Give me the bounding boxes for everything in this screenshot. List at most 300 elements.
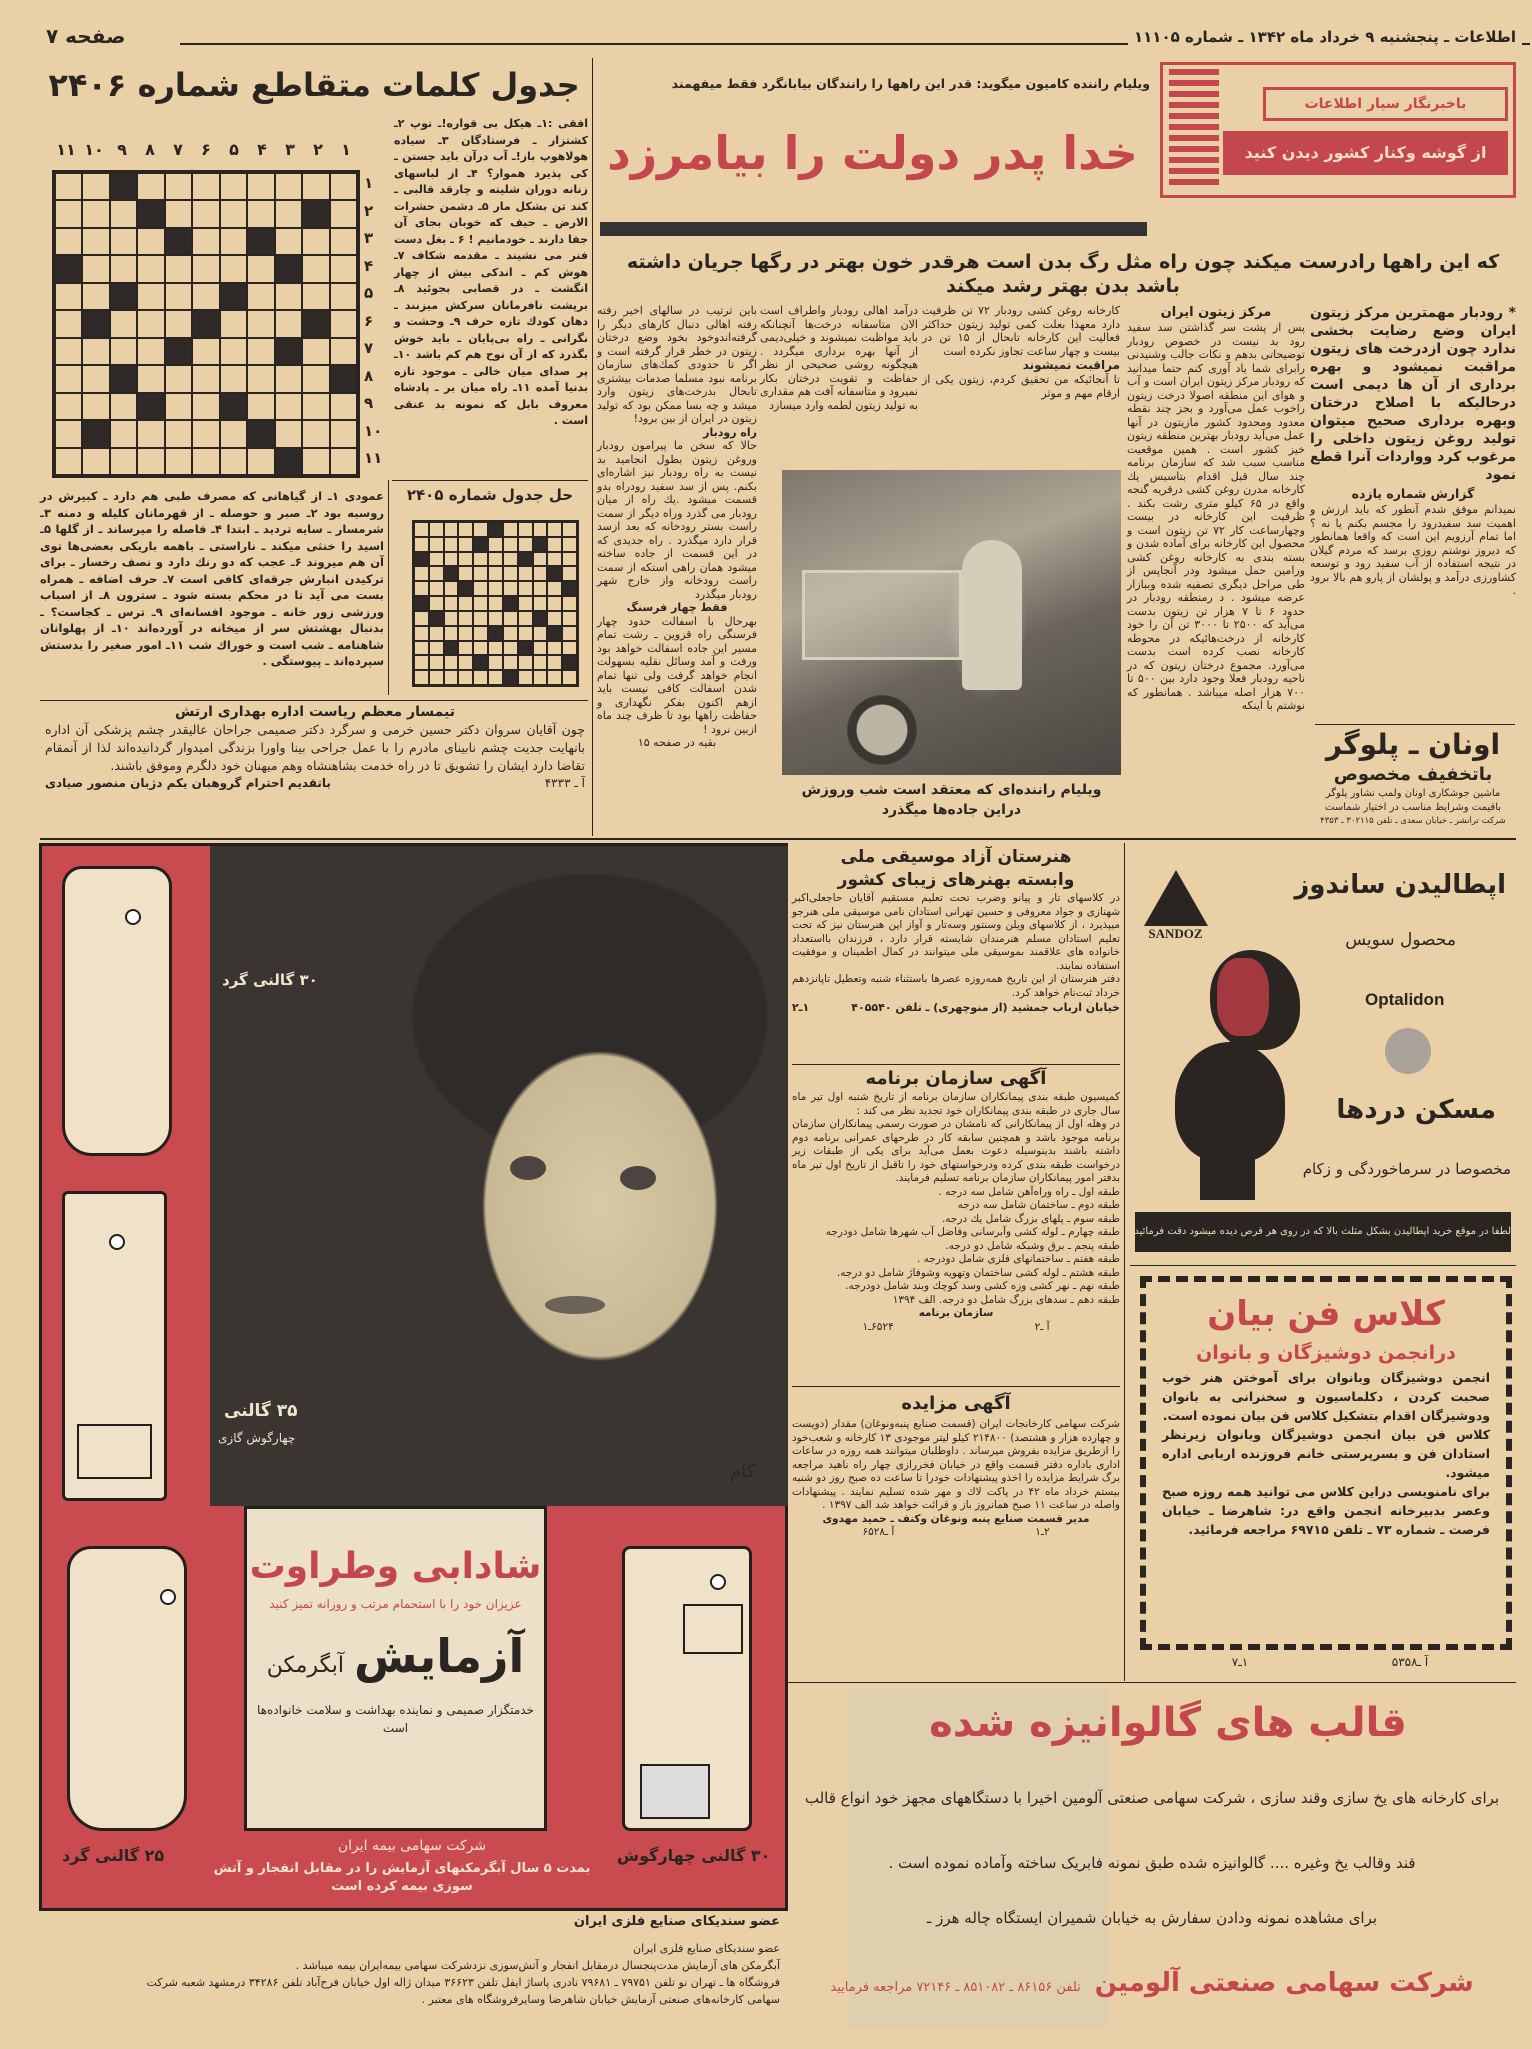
crossword-cell (562, 596, 577, 611)
crossword-row-number: ۲ (364, 201, 374, 220)
headline-bar (600, 222, 1147, 236)
onan-divider (1315, 724, 1515, 725)
label-35-gallon: ۳۵ گالنی (224, 1401, 298, 1421)
crossword-row-number: ۱۱ (364, 449, 383, 467)
child-photo (210, 846, 788, 1506)
army-notice-signature: باتقدیم احترام گروهبان یکم دژبان منصور صیادی (45, 776, 331, 790)
crossword-cell (302, 448, 329, 475)
class-p3: برای نامنویسی دراین کلاس می توانید همه روزه صبح وعصر بدبیرخانه انجمن واقع در: شاهرضا ـ خیابان فرصت ـ شماره ۷۳ ـ تلفن ۶۹۷۱۵ مراجعه فرمائید. (1162, 1484, 1490, 1537)
crossword-cell (247, 393, 274, 420)
crossword-cell (330, 310, 357, 337)
crossword-cell (458, 670, 473, 685)
crossword-cell (488, 596, 503, 611)
crossword-cell (562, 552, 577, 567)
crossword-cell (82, 228, 109, 255)
reporter-banner (1160, 62, 1516, 198)
crossword-cell (518, 522, 533, 537)
crossword-cell (444, 626, 459, 641)
heater-30-square-illustration (622, 1546, 752, 1831)
onan-contact: شرکت ترانشر ـ خیابان سعدی ـ تلفن ۳۰۲۱۱۵ ـ ۴۳۵۳ (1320, 816, 1506, 826)
crossword-cell (488, 581, 503, 596)
crossword-cell (444, 552, 459, 567)
crossword-cell (302, 365, 329, 392)
auction-code: ۲ـ۱ (1035, 1526, 1050, 1538)
crossword-black-cell (444, 641, 459, 656)
crossword-cell (473, 552, 488, 567)
onan-title: اونان ـ پلوگر (1325, 728, 1501, 761)
music-body-2: دفتر هنرستان از این تاریخ همه‌روزه عصرها باستثناء شنبه وتعطیل تاپانزدهم خرداد ثبت‌نام خواهد کرد. (792, 973, 1120, 999)
crossword-cell (82, 365, 109, 392)
crossword-cell (247, 173, 274, 200)
sandoz-use: مخصوصا در سرماخوردگی و زکام (1302, 1160, 1511, 1178)
auction-notice (792, 1390, 1120, 1540)
auction-title: آگهی مزایده (901, 1393, 1011, 1414)
onan-line2: باقیمت وشرایط مناسب در اختیار شماست (1324, 802, 1502, 813)
crossword-cell (533, 581, 548, 596)
crossword-cell (192, 338, 219, 365)
heater-footer-line: آبگرمکن های آزمایش مدت‌پنجسال درمقابل انفجار و آتش‌سوزی نزدشرکت سهامی بیمه‌ایران بیمه میباشد . (295, 1959, 780, 1972)
onan-discount: باتخفیف مخصوص (1333, 764, 1493, 785)
crossword-cell (488, 552, 503, 567)
galvanized-line3: برای مشاهده نمونه ودادن سفارش به خیابان شمیران ایستگاه چاله هرز ـ (926, 1909, 1378, 1927)
crossword-cell (429, 655, 444, 670)
crossword-cell (55, 228, 82, 255)
crossword-cell (302, 393, 329, 420)
crossword-cell (429, 552, 444, 567)
column-text: تا آنجائیکه من تحقیق کردم، زیتون یکی از ارقام مهم و موثر (922, 373, 1120, 400)
crossword-cell (302, 228, 329, 255)
child-mouth (545, 1296, 605, 1314)
crossword-cell (414, 611, 429, 626)
heater-footer-line: فروشگاه ها ـ تهران نو تلفن ۷۹۷۵۱ ـ ۷۹۶۸۱ نادری پاساژ ایفل تلفن ۳۶۶۲۳ میدان ژاله اول خیابان فرح‌آباد تلفن ۳۴۲۸۶ درمشهد شعبه شرکت (146, 1976, 780, 1989)
crossword-cell (82, 338, 109, 365)
solution-divider (392, 480, 588, 481)
crossword-cell (518, 670, 533, 685)
music-body: در کلاسهای تار و پیانو وضرب تحت تعلیم مستقیم آقایان حاجعلی‌اکبر شهنازی و جواد معروفی و حسین تهرانی استادان نامی موسیقی ملی هنرجو میپذیرد ، از کلاسهای ویلن وسنتور وسه‌تار و آواز این هنرستان نیز که تحت تعلیم استادان مسلم هنرمندان شایسته قرار دارد ، فرزندان بااستعداد خانواده های علاقمند بموسیقی ملی میتوانند در کمال اطمینان و موفقیت استفاده نمایند. (792, 892, 1120, 972)
crossword-cell (165, 448, 192, 475)
crossword-cell (473, 581, 488, 596)
crossword-cell (533, 552, 548, 567)
driver-figure (962, 540, 1022, 690)
article-lead-column (1310, 304, 1516, 598)
crossword-black-cell (110, 365, 137, 392)
crossword-cell (488, 566, 503, 581)
crossword-black-cell (165, 228, 192, 255)
onan-ad (1310, 727, 1516, 828)
crossword-black-cell (503, 596, 518, 611)
crossword-cell (55, 283, 82, 310)
report-number: گزارش شماره یازده (1351, 486, 1475, 501)
crossword-cell (547, 522, 562, 537)
article-kicker: ویلیام راننده کامیون میگوید: قدر این راهها را رانندگان بیابانگرد فقط میفهمند (671, 76, 1150, 91)
crossword-column-numbers (52, 140, 360, 159)
crossword-black-cell (192, 310, 219, 337)
galvanized-line2: قند وقالب یخ وغیره .... گالوانیزه شده طبق نمونه فابریک ساخته وآماده نموده است . (888, 1854, 1416, 1872)
crossword-cell (192, 228, 219, 255)
crossword-cell (165, 393, 192, 420)
crossword-cell (503, 537, 518, 552)
crossword-black-cell (82, 420, 109, 447)
child-eye-right (620, 1166, 656, 1190)
crossword-black-cell (429, 611, 444, 626)
page-number: صفحه ۷ (40, 24, 131, 48)
crossword-cell (414, 566, 429, 581)
music-code: ۱ـ۲ (792, 1001, 810, 1014)
music-address: خیابان ارباب جمشید (از منوچهری) ـ تلفن ۴۰۵۵۴۰ (851, 1001, 1120, 1014)
column-divider (592, 58, 593, 836)
crossword-cell (55, 420, 82, 447)
crossword-cell (414, 626, 429, 641)
crossword-cell (414, 641, 429, 656)
crossword-cell (458, 655, 473, 670)
music-conservatory-notice (792, 846, 1120, 1015)
crossword-cell (488, 611, 503, 626)
crossword-cell (458, 596, 473, 611)
crossword-cell (110, 448, 137, 475)
sandoz-product: Optalidon (1365, 990, 1445, 1009)
photo-signature: کام (730, 1461, 756, 1482)
crossword-cell (220, 448, 247, 475)
subheading-road: راه رودبار (703, 425, 757, 439)
banner-line1: باخبرنگار سیار اطلاعات (1263, 87, 1508, 121)
crossword-cell (220, 365, 247, 392)
crossword-cell (302, 173, 329, 200)
crossword-cell (429, 596, 444, 611)
class-title: کلاس فن بیان (1207, 1294, 1445, 1334)
crossword-row-number: ۳ (364, 229, 374, 247)
galvanized-title: قالب های گالوانیزه شده (929, 1700, 1407, 1746)
truck-driver-photo (782, 470, 1121, 775)
crossword-cell (518, 581, 533, 596)
crossword-cell (220, 255, 247, 282)
crossword-black-cell (547, 566, 562, 581)
crossword-cell (302, 255, 329, 282)
crossword-cell (192, 200, 219, 227)
crossword-black-cell (458, 581, 473, 596)
crossword-black-cell (137, 200, 164, 227)
crossword-cell (533, 522, 548, 537)
column-text: باین ترتیب در سالهای اخیر رفته رفته اهالی دنبال کارهای دیگر را گرفته‌اندوخود بخود وضع درختان زیتون در خطر قرار گرفته است و اگر تا حدودی کمك‌های سازمان برنامه نبود مسلما صدمات بیشتری تابحال بدرخت‌های زیتون وارد میشد و چه بسا ممکن بود که تولید زیتون در ایران از بین برود! (597, 304, 757, 425)
crossword-cell (137, 448, 164, 475)
label-25-gallon-round: ۲۵ گالنی گرد (62, 1846, 165, 1865)
crossword-cell (533, 566, 548, 581)
crossword-cell (473, 641, 488, 656)
crossword-cell (55, 448, 82, 475)
crossword-cell (330, 338, 357, 365)
crossword-cell (458, 626, 473, 641)
crossword-grid (52, 170, 360, 478)
sandoz-origin: محصول سویس (1345, 930, 1456, 950)
label-30-gallon-round: ۳۰ گالنی گرد (222, 971, 318, 989)
army-notice-body: چون آقایان سروان دکتر حسین خرمی و سرگرد دکتر صمیمی جراحان عالیقدر چشم پزشکی آن اداره بانهایت جدیت چشم نابینای مادرم را با عمل جراحی بینا واورا بزندگی امیدوار گردانیده‌اند لذا از آنمقام تقاضا دارد ایشان را تشویق تا در راه خدمت بشاهنشاه وهم میهنان خود دلگرم وموفق باشند. (45, 722, 585, 773)
crossword-cell (82, 173, 109, 200)
column-text: بهرحال با اسفالت حدود چهار فرسنگی راه قزوین ـ رشت تمام مسیر این جاده اسفالت خواهد بود ورفت و آمد وسائل نقلیه بسهولت انجام خواهد گرفت ولی تنها تمام شدن اسفالت کافی نیست باید ازهم اکنون بفکر نگهداری و حفاظت راهها بود تا ظرف چند ماه ازبین نرود ! (597, 614, 757, 736)
insurance-line: بمدت ۵ سال آبگرمکنهای آزمایش را در مقابل انفجار و آتش سوزی بیمه کرده است (213, 1861, 591, 1894)
crossword-black-cell (444, 566, 459, 581)
heater-35-square-illustration (62, 1191, 167, 1501)
crossword-cell (547, 641, 562, 656)
crossword-cell (503, 641, 518, 656)
heater-30-round-illustration (62, 866, 172, 1156)
crossword-cell (302, 283, 329, 310)
crossword-cell (429, 581, 444, 596)
sandoz-optalidon-ad (1135, 850, 1516, 1260)
insurer-name: شرکت سهامی بیمه ایران (337, 1838, 487, 1854)
crossword-black-cell (330, 365, 357, 392)
crossword-cell (473, 670, 488, 685)
crossword-cell (247, 283, 274, 310)
article-column-3 (922, 304, 1120, 400)
crossword-black-cell (247, 228, 274, 255)
crossword-row-number: ۹ (364, 394, 374, 412)
subheading-olive-center: مرکز زیتون ایران (1160, 305, 1272, 320)
class-code: آ ـ۵۳۵۸ (1391, 1655, 1429, 1669)
crossword-cell (275, 200, 302, 227)
crossword-cell (55, 310, 82, 337)
crossword-cell (275, 173, 302, 200)
crossword-cell (488, 641, 503, 656)
crossword-cell (533, 655, 548, 670)
galvanized-line1: برای کارخانه های یخ سازی وقند سازی ، شرکت سهامی صنعتی آلومین اخیرا با دستگاههای مجهز خود انواع قالب (804, 1789, 1500, 1807)
crossword-column-number: ۱۰ (84, 140, 104, 159)
crossword-cell (192, 173, 219, 200)
sandoz-claim: مسکن دردها (1336, 1095, 1496, 1125)
section-rule (788, 1682, 1516, 1683)
crossword-cell (55, 338, 82, 365)
music-subtitle: وابسته بهنرهای زیبای کشور (837, 870, 1075, 890)
crossword-cell (429, 522, 444, 537)
crossword-black-cell (518, 552, 533, 567)
program-tier: طبقه دهم ـ سدهای بزرگ شامل دو درجه. الف ۱۳۹۴ (892, 1293, 1120, 1306)
crossword-cell (458, 566, 473, 581)
auction-code: آ ـ۶۵۲۸ (862, 1526, 895, 1538)
column-text: پس از پشت سر گذاشتن سد سفید رود بد نیست در خصوص رودبار توضیحاتی بدهم و نکات جالب وشنیدنی رابرای شما یاد آوری کنم حتما میدانید که رودبار مرکز زیتون ایران است و آب و هوای این منطقه اصولا درخت زیتون راخوب عمل می‌آورد و بجز چند نقطه معدود ومحدود کشور مازیتون در آنها عمل می‌آید رودبار بهترین منطقه زیتون خیز کشور است . همین موقعیت مناسب سبب شد که سازمان برنامه چند سال قبل اقدام بتاسیس يك کارخانه مدرن روغن کشی درقریه گنجه واقع در ۶۵ کیلو متری رشت بکند . ظرفیت این کارخانه در بیست وچهارساعت کار ۷۲ تن زیتون است و محصول این کارخانه برای آماده شدن و بسته بندی به کارخانه روغن کشی ورامین حمل میشود ودر آنجاپس از طی مراحل دیگری تصفیه شده وببازار عرضه میشود . د رمنطقه رودبار در حدود ۶ تا ۷ هزار تن زیتون بدست می‌آید که ۲۵۰۰ تا ۳۰۰۰ تن آن را خود کارخانه از درخت‌هائیکه در محوطه کارخانه نصب کرده است بدست می‌آورد. مجموع درختان زیتون که در ناحیه رودبار فعلا وجود دارد بین ۵۰۰ تا ۷۰۰ هزار اصله میباشد . همانطور که نوشتم با اینکه (1127, 321, 1306, 712)
program-tier-list (792, 1186, 1120, 1308)
crossword-cell (414, 522, 429, 537)
crossword-cell (137, 365, 164, 392)
crossword-cell (503, 626, 518, 641)
crossword-row-number: ۶ (364, 311, 374, 330)
crossword-cell (503, 655, 518, 670)
crossword-cell (458, 641, 473, 656)
crossword-cell (330, 255, 357, 282)
crossword-cell (275, 310, 302, 337)
crossword-cell (458, 552, 473, 567)
auction-sign: مدیر قسمت صنایع پنبه ونوغان وکنف ـ حمید مهدوی (822, 1512, 1090, 1525)
crossword-cell (503, 522, 518, 537)
galvanized-company: شرکت سهامی صنعتی آلومین (1094, 1968, 1474, 1998)
crossword-cell (518, 626, 533, 641)
article-subhead: که این راهها رادرست میکند چون راه مثل رگ بدن است هرقدر خون بهتر در رگها جریان داشته باشد بدن بهتر رشد میکند (626, 251, 1500, 297)
heater-footer (40, 1940, 780, 2008)
heater-tagline: عزیزان خود را با استحمام مرتب و روزانه تمیز کنید (269, 1597, 522, 1611)
crossword-row-number: ۴ (364, 256, 374, 275)
crossword-cell (518, 655, 533, 670)
crossword-cell (330, 173, 357, 200)
crossword-cell (110, 310, 137, 337)
crossword-cell (137, 255, 164, 282)
crossword-cell (110, 255, 137, 282)
program-title: آگهی سازمان برنامه (865, 1068, 1047, 1089)
program-tier: طبقه هشتم ـ لوله کشی ساختمان وتهویه وشوفاژ شامل دو درجه. (836, 1266, 1120, 1279)
crossword-row-number: ۸ (364, 366, 374, 385)
middle-rule (792, 1064, 1120, 1065)
crossword-cell (220, 338, 247, 365)
crossword-cell (473, 522, 488, 537)
crossword-down-clues: عمودی ۱ـ از گیاهانی که مصرف طبی هم دارد ـ کبیرش در روسیه بود ۲ـ صبر و حوصله ـ از قهرمانان کلیله و دمنه ۳ـ شرمسار ـ سایه تردید ـ ابتدا ۴ـ فاصله را میرساند ـ از گلها ۵ـ اسید را خنثی میکند ـ ناراستی ـ باهمه باریکی بعضی‌ها توی آن هم میروند ۶ـ عجب که دو رنك دارد و نصف رخسار ـ برای ترکیدن انبارش جرقه‌ای کافی است ۷ـ حرف اضافه ـ همراه بست می آید تا در محکم بسته شود ـ سترون ۸ـ از اسباب ورزشی زور خانه ـ موجود افسانه‌ای ۹ـ ترس ـ کجاست؟ ـ بدنبال بهشتش سر از میخانه در آورده‌اند ۱۰ـ از پهلوانان شاهنامه ـ شب است و خوراك شب ۱۱ـ امور صغیر را بدستش سپرده‌اند ـ پیوستگی . (40, 489, 385, 668)
crossword-cell (82, 448, 109, 475)
crossword-cell (110, 420, 137, 447)
solution-grid (412, 520, 579, 687)
middle-rule (792, 1386, 1120, 1387)
crossword-column-number: ۷ (173, 140, 183, 159)
heater-brand-prefix: آبگرمکن (266, 1653, 344, 1678)
army-notice-code: آ ـ ۴۳۳۳ (544, 776, 585, 790)
article-column-4 (760, 304, 918, 412)
crossword-cell (247, 338, 274, 365)
crossword-black-cell (220, 283, 247, 310)
crossword-cell (247, 448, 274, 475)
crossword-cell (547, 596, 562, 611)
headache-man-illustration (1165, 950, 1315, 1200)
crossword-cell (275, 228, 302, 255)
crossword-cell (444, 670, 459, 685)
crossword-cell (275, 420, 302, 447)
crossword-cell (414, 537, 429, 552)
heater-member-line: عضو سندیکای صنایع فلزی ایران (573, 1914, 780, 1929)
crossword-black-cell (275, 338, 302, 365)
crossword-cell (220, 310, 247, 337)
sandoz-tablet (1385, 1028, 1431, 1074)
crossword-cell (488, 670, 503, 685)
crossword-black-cell (488, 626, 503, 641)
water-heater-ad (39, 843, 788, 1911)
crossword-cell (518, 596, 533, 611)
crossword-cell (137, 283, 164, 310)
crossword-black-cell (533, 611, 548, 626)
crossword-cell (547, 611, 562, 626)
continued-note: بقیه در صفحه ۱۵ (637, 736, 717, 749)
heater-brand: آزمایش (353, 1629, 525, 1683)
crossword-cell (473, 596, 488, 611)
truck-cab-shape (802, 570, 962, 660)
crossword-cell (110, 200, 137, 227)
crossword-black-cell (137, 393, 164, 420)
sandoz-logo (1143, 870, 1208, 945)
crossword-cell (82, 393, 109, 420)
crossword-cell (562, 641, 577, 656)
crossword-column-number: ۲ (313, 140, 323, 159)
article-column-2 (1127, 304, 1305, 713)
program-sign: سازمان برنامه (918, 1307, 994, 1319)
crossword-cell (488, 537, 503, 552)
program-tier: طبقه دوم ـ ساختمان شامل سه درجه (957, 1199, 1120, 1211)
heater-servant-line: خدمتگزار صمیمی و نماینده بهداشت و سلامت خانواده‌ها است (257, 1703, 534, 1735)
heater-footer-line: عضو سندیکای صنایع فلزی ایران (632, 1942, 780, 1955)
crossword-black-cell (82, 310, 109, 337)
crossword-row-number: ۱ (364, 174, 374, 192)
crossword-cell (562, 566, 577, 581)
heater-footer-line: سهامی کارخانه‌های صنعتی آزمایش خیابان شاهرضا وسایرفروشگاه های معتبر . (421, 1993, 780, 2006)
crossword-cell (82, 255, 109, 282)
crossword-cell (192, 365, 219, 392)
crossword-cell (192, 420, 219, 447)
crossword-cell (429, 626, 444, 641)
crossword-column-number: ۹ (117, 140, 127, 159)
crossword-cell (137, 338, 164, 365)
crossword-cell (562, 670, 577, 685)
crossword-black-cell (275, 448, 302, 475)
heater-slogan: شادابی وطراوت (249, 1546, 542, 1587)
crossword-cell (533, 626, 548, 641)
crossword-black-cell (562, 581, 577, 596)
crossword-across-clues: افقی :۱ـ هیکل بی قواره!ـ توپ ۲ـ کشتزار ـ فرستادگان ۳ـ سیاده هولاهوپ باز!ـ آب درآن باید جستن ـ کی پذیرد هموار؟ ۴ـ از لباسهای زنانه دوران شلیته و چارقد قالبی ـ کند تن بشکل مار ۵ـ دشمن حشرات الارض ـ حیف که خوبان بجای آن جفا دارند ـ خودمانیم ! ۶ ـ بغل دست فنر می نشیند ـ مقدمه شکاف ۷ـ هوش کم ـ اندکی بیش از چهار انگشت ـ در قصابی بجوئید ۸ـ برپشت نافرمانان سرکش میزنند ـ دهان کودك تازه حرف ۹ـ وحشت و نگرانی ـ راه بی‌پایان ـ باید خوش بگذرد که از آن نوح هم کم باشد ۱۰ـ پر صدای میان خالی ـ موجود تازه بدنیا آمده ۱۱ـ راه میان بر ـ پادشاه معروف بابل که نمونه بد عنقی است . (394, 117, 589, 427)
solution-title: حل جدول شماره ۲۴۰۵ (406, 486, 574, 504)
crossword-cell (220, 420, 247, 447)
crossword-column-number: ۴ (257, 140, 267, 159)
crossword-cell (55, 365, 82, 392)
crossword-black-cell (414, 552, 429, 567)
program-p2: در وهله اول از پیمانکارانی که نامشان در صورت رسمی پیمانکاران سازمان برنامه موجود باشد و همچنین سابقه کار در طرحهای عمرانی برنامه دوم داشته باشند بدینوسیله دعوت بعمل می‌آید برای یکی از طبقات زیر درخواست طبقه بندی کرده ودرخواستهای خود را تاقبل از تاریخ اول تیر ماه بدفتر امور پیمانکاران سازمان برنامه تسلیم فرمایند. (792, 1118, 1120, 1184)
program-tier: طبقه سوم ـ پلهای بزرگ شامل يك درجه. (941, 1212, 1120, 1225)
article-lead: * رودبار مهمترین مرکز زیتون ایران وضع رضایت بخشی ندارد چون ازدرخت های زیتون مراقبت نمیشود و بهره برداری از آن ها دیمی است درحالیکه با اصلاح درختان وبهره برداری صحیح میتوان تولید روغن زیتون داخلی را مرغوب کرد وواردات آنرا قطع نمود (1310, 305, 1516, 483)
crossword-cell (533, 670, 548, 685)
crossword-cell (429, 537, 444, 552)
crossword-cell (82, 200, 109, 227)
crossword-cell (165, 310, 192, 337)
heater-25-round-illustration (67, 1546, 187, 1831)
army-notice-title: تیمسار معظم ریاست اداره بهداری ارتش (175, 704, 455, 720)
sandoz-logo-text: SANDOZ (1148, 926, 1203, 941)
galvanized-contact (788, 1968, 1516, 1998)
child-eye-left (510, 1156, 546, 1180)
crossword-black-cell (488, 522, 503, 537)
crossword-cell (55, 393, 82, 420)
article-intro: نمیدانم موفق شدم آنطور که باید ارزش و اهمیت سد سفیدرود را مجسم بکنم یا نه ؟ اما تمام آرزویم این است که واقعا همانطور که دیروز نوشتم روزی برسد که مردم گیلان در نتیجه استفاده از آب سفید رود و توسعه کشاورزی درآمد و پولشان از پارو هم بالا برود . (1310, 503, 1516, 597)
crossword-cell (165, 255, 192, 282)
crossword-cell (330, 393, 357, 420)
crossword-cell (192, 448, 219, 475)
crossword-black-cell (518, 641, 533, 656)
banner-stack-graphic (1169, 69, 1219, 189)
crossword-black-cell (247, 420, 274, 447)
crossword-column-number: ۵ (229, 140, 239, 159)
crossword-cell (247, 365, 274, 392)
music-title: هنرستان آزاد موسیقی ملی (840, 847, 1072, 867)
crossword-black-cell (414, 596, 429, 611)
crossword-cell (110, 228, 137, 255)
crossword-black-cell (302, 200, 329, 227)
crossword-cell (192, 283, 219, 310)
crossword-cell (562, 537, 577, 552)
crossword-cell (414, 655, 429, 670)
crossword-black-cell (275, 255, 302, 282)
army-notice (45, 703, 585, 791)
crossword-cell (444, 611, 459, 626)
speech-class-ad (1140, 1276, 1512, 1650)
program-code: ۶۵۲۴ـ۱ (862, 1320, 894, 1333)
crossword-cell (137, 310, 164, 337)
program-org-notice (792, 1067, 1120, 1334)
crossword-cell (330, 283, 357, 310)
solution-vdivider (388, 480, 389, 695)
crossword-cell (414, 670, 429, 685)
crossword-column-number: ۱۱ (56, 140, 76, 159)
crossword-column-number: ۳ (285, 140, 295, 159)
crossword-cell (444, 655, 459, 670)
onan-line1: ماشین جوشکاری اونان ولمپ نشاور پلوگر (1325, 788, 1501, 799)
crossword-cell (302, 338, 329, 365)
